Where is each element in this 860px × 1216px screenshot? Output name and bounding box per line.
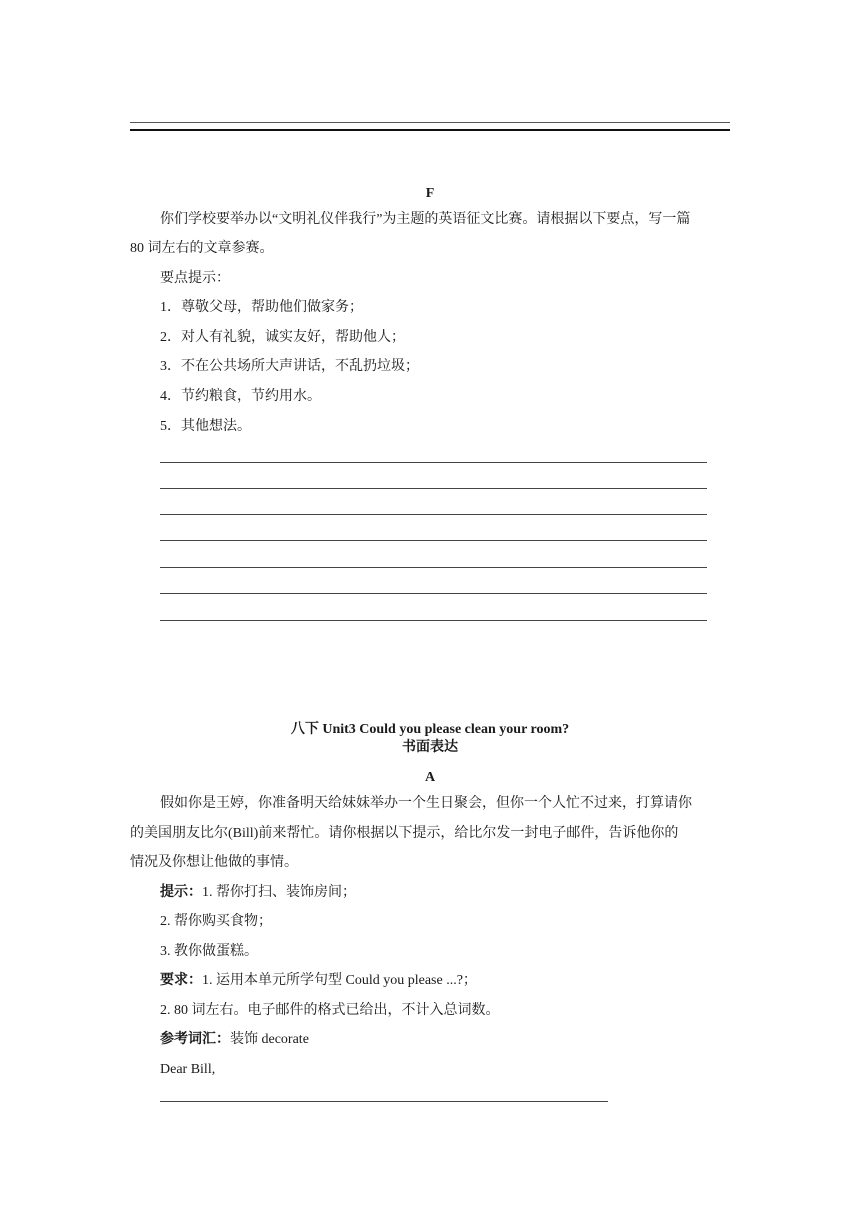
section-a-vocab-row [160,1031,309,1049]
hint-label: 提示： [160,885,202,900]
section-a-prompt-line-1: 假如你是王婷，你准备明天给妹妹举办一个生日聚会，但你一个人忙不过来，打算请你 [160,796,692,811]
header-rule-thick [130,129,730,131]
section-f-tips-label: 要点提示： [160,271,230,286]
section-f-point-3: 3．不在公共场所大声讲话，不乱扔垃圾； [160,359,419,374]
answer-line [160,567,707,568]
section-f-point-1: 1．尊敬父母，帮助他们做家务； [160,300,363,315]
unit-title: 八下 Unit3 Could you please clean your room? [290,722,570,737]
email-greeting: Dear Bill, [160,1062,216,1077]
answer-line [160,593,707,594]
hint-item-1: 1. 帮你打扫、装饰房间； [202,885,356,900]
section-f-point-5: 5．其他想法。 [160,419,251,434]
requirement-item-2: 2. 80 词左右。电子邮件的格式已给出，不计入总词数。 [160,1003,500,1018]
answer-line [160,1101,608,1102]
section-f-point-2: 2．对人有礼貌，诚实友好，帮助他人； [160,330,405,345]
requirement-label: 要求： [160,973,202,988]
section-f-point-4: 4．节约粮食，节约用水。 [160,389,321,404]
header-rule-thin [130,122,730,123]
answer-line [160,488,707,489]
unit-subtitle: 书面表达 [402,740,458,755]
answer-line [160,462,707,463]
requirement-item-1: 1. 运用本单元所学句型 Could you please ...?； [202,973,477,988]
section-f-prompt-line-1: 你们学校要举办以“文明礼仪伴我行”为主题的英语征文比赛。请根据以下要点，写一篇 [160,212,691,227]
section-a-letter: A [424,770,436,785]
hint-item-3: 3. 教你做蛋糕。 [160,944,258,959]
answer-line [160,514,707,515]
section-f-prompt-line-2: 80 词左右的文章参赛。 [130,241,274,256]
vocab-text: 装饰 decorate [230,1032,309,1047]
hint-item-2: 2. 帮你购买食物； [160,914,272,929]
section-a-hint-row [160,884,356,902]
answer-line [160,540,707,541]
section-f-letter: F [425,186,435,201]
vocab-label: 参考词汇： [160,1032,230,1047]
answer-line [160,620,707,621]
section-a-prompt-line-2: 的美国朋友比尔(Bill)前来帮忙。请你根据以下提示，给比尔发一封电子邮件，告诉他你的 [130,826,679,841]
section-a-requirement-row [160,972,477,990]
section-a-prompt-line-3: 情况及你想让他做的事情。 [130,855,298,870]
